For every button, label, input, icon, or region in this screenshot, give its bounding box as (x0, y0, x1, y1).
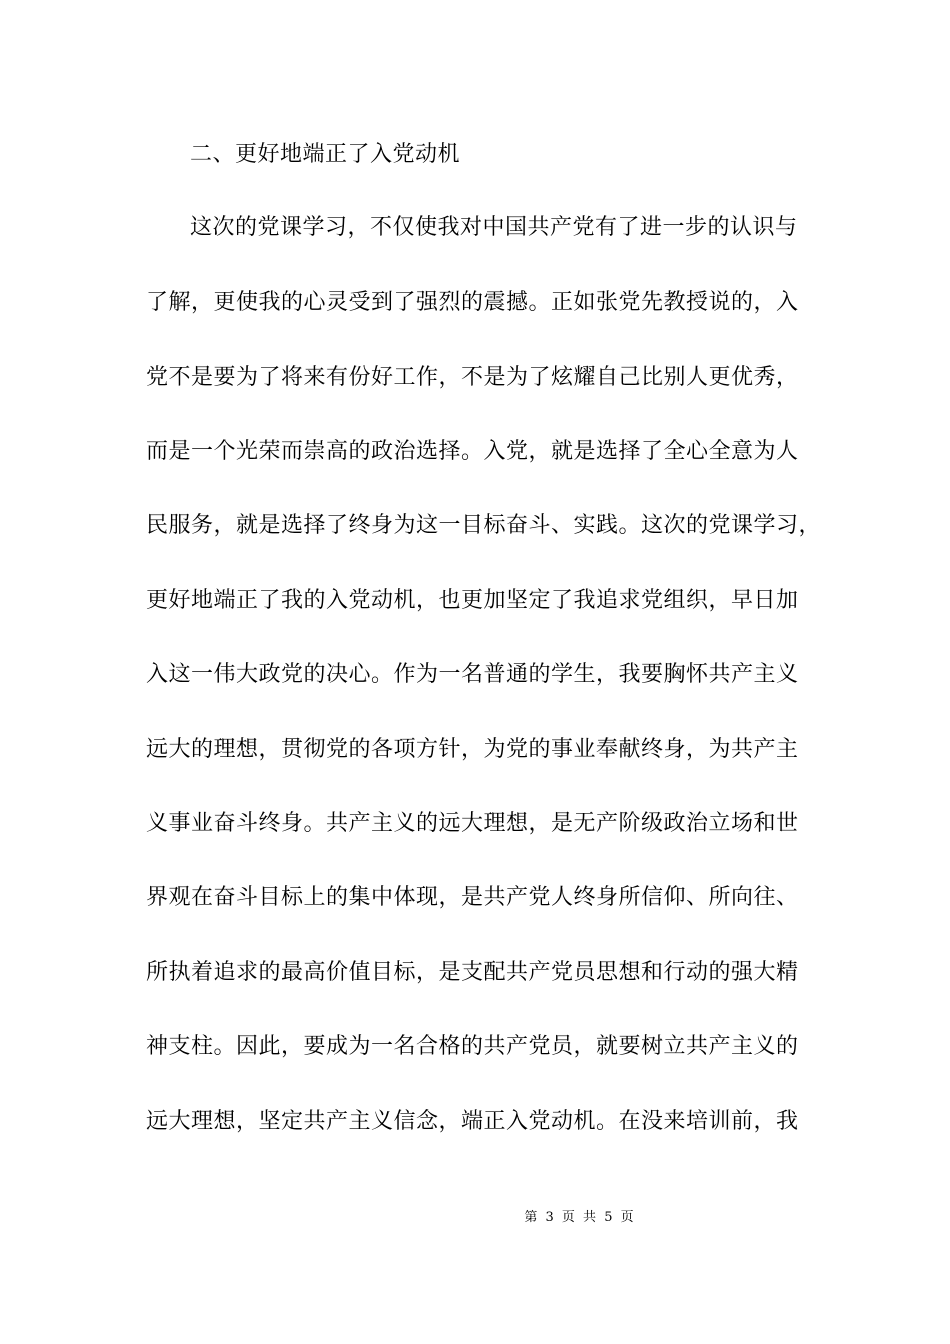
section-heading: 二、更好地端正了入党动机 (190, 142, 461, 167)
paragraph-line: 远大理想，坚定共产主义信念，端正入党动机。在没来培训前，我 (146, 1109, 799, 1134)
paragraph-line: 民服务，就是选择了终身为这一目标奋斗、实践。这次的党课学习， (146, 513, 822, 538)
paragraph-line: 而是一个光荣而崇高的政治选择。入党，就是选择了全心全意为人 (146, 439, 799, 464)
paragraph-line: 了解，更使我的心灵受到了强烈的震撼。正如张党先教授说的，入 (146, 290, 799, 315)
paragraph-line: 更好地端正了我的入党动机，也更加坚定了我追求党组织，早日加 (146, 588, 799, 613)
page-number-footer: 第 3 页 共 5 页 (524, 1210, 636, 1225)
paragraph-line: 远大的理想，贯彻党的各项方针，为党的事业奉献终身，为共产主 (146, 737, 799, 762)
paragraph-line: 所执着追求的最高价值目标，是支配共产党员思想和行动的强大精 (146, 960, 799, 985)
paragraph-line: 神支柱。因此，要成为一名合格的共产党员，就要树立共产主义的 (146, 1034, 799, 1059)
paragraph-line: 党不是要为了将来有份好工作，不是为了炫耀自己比别人更优秀， (146, 365, 799, 390)
paragraph-line: 界观在奋斗目标上的集中体现，是共产党人终身所信仰、所向往、 (146, 885, 799, 910)
paragraph-line: 这次的党课学习，不仅使我对中国共产党有了进一步的认识与 (190, 215, 798, 240)
paragraph-line: 入这一伟大政党的决心。作为一名普通的学生，我要胸怀共产主义 (146, 662, 799, 687)
paragraph-line: 义事业奋斗终身。共产主义的远大理想，是无产阶级政治立场和世 (146, 811, 799, 836)
